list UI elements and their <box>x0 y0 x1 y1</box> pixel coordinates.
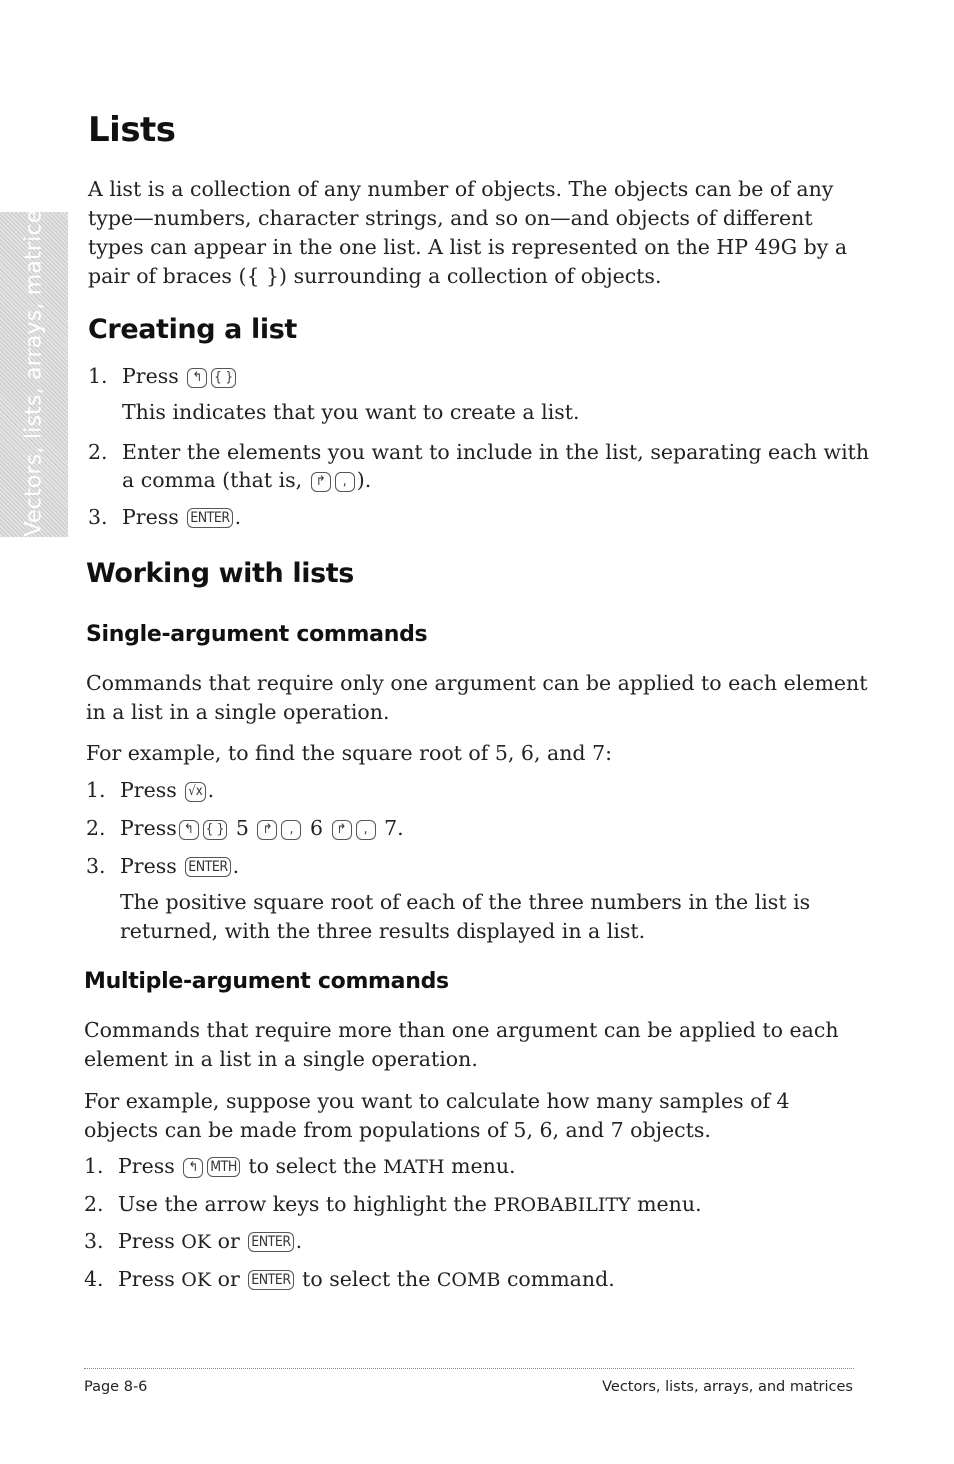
enter-key-icon: ENTER <box>187 508 232 528</box>
ok-softkey-label: OK <box>181 1231 212 1253</box>
right-shift-key-icon: ↱ <box>311 472 331 492</box>
intro-line: type—numbers, character strings, and so on—and objects of different <box>88 206 813 230</box>
comma-key-icon: , <box>281 820 301 840</box>
creating-step-3: 3. Press ENTER . <box>88 505 242 529</box>
creating-step-1: 1. Press ↰ { } <box>88 362 238 391</box>
braces-key-icon: { } <box>211 368 236 388</box>
ok-softkey-label: OK <box>181 1269 212 1291</box>
comma-key-icon: , <box>356 820 376 840</box>
intro-line: pair of braces ({ }) surrounding a collection of objects. <box>88 264 662 288</box>
left-shift-key-icon: ↰ <box>183 1158 203 1178</box>
working-with-lists-heading: Working with lists <box>86 558 354 589</box>
single-argument-paragraph: Commands that require only one argument can be applied to each element in a list in a single operation. <box>86 671 868 724</box>
right-shift-key-icon: ↱ <box>257 820 277 840</box>
single-step-2: 2. Press ↰ { } 5 ↱ , 6 ↱ , 7. <box>86 816 404 840</box>
chapter-side-tab-label: Vectors, lists, arrays, matrices <box>21 197 47 537</box>
math-key-icon: MTH <box>207 1157 240 1177</box>
single-argument-example: For example, to find the square root of 5, 6, and 7: <box>86 741 613 765</box>
creating-step-2: 2. Enter the elements you want to include in the list, separating each with <box>88 440 870 464</box>
enter-key-icon: ENTER <box>185 857 230 877</box>
multiple-step-1: 1. Press ↰ MTH to select the MATH menu. <box>84 1154 516 1178</box>
creating-step-2-line-2: a comma (that is, ↱ , ). <box>122 468 372 492</box>
footer-divider <box>84 1368 854 1369</box>
probability-menu-name: PROBABILITY <box>493 1194 631 1216</box>
intro-paragraph <box>88 175 847 291</box>
comma-key-icon: , <box>335 472 355 492</box>
comb-command-name: COMB <box>436 1269 501 1291</box>
intro-line: A list is a collection of any number of objects. The objects can be of any <box>88 177 834 201</box>
multiple-argument-example: For example, suppose you want to calculate how many samples of 4 objects can be made from populations of 5, 6, and 7 objects. <box>84 1089 790 1142</box>
enter-key-icon: ENTER <box>248 1270 293 1290</box>
multiple-step-4: 4. Press OK or ENTER to select the COMB command. <box>84 1267 615 1291</box>
math-menu-name: MATH <box>383 1156 445 1178</box>
creating-list-heading: Creating a list <box>88 314 297 345</box>
braces-key-icon: { } <box>203 820 228 840</box>
square-root-key-icon: √x <box>185 782 205 802</box>
single-argument-heading: Single-argument commands <box>86 622 428 647</box>
single-step-3: 3. Press ENTER . <box>86 854 240 878</box>
chapter-side-tab <box>0 197 68 537</box>
multiple-step-2: 2. Use the arrow keys to highlight the PROBABILITY menu. <box>84 1192 702 1216</box>
enter-key-icon: ENTER <box>248 1232 293 1252</box>
page-title: Lists <box>88 110 176 150</box>
single-step-3-result: The positive square root of each of the three numbers in the list is returned, with the three results displayed in a list. <box>120 890 811 943</box>
multiple-step-3: 3. Press OK or ENTER . <box>84 1229 303 1253</box>
chapter-footer-title: Vectors, lists, arrays, and matrices <box>602 1379 853 1395</box>
left-shift-key-icon: ↰ <box>187 368 207 388</box>
multiple-argument-heading: Multiple-argument commands <box>84 969 449 994</box>
left-shift-key-icon: ↰ <box>179 820 199 840</box>
multiple-argument-paragraph: Commands that require more than one argument can be applied to each element in a list in a single operation. <box>84 1018 839 1071</box>
single-step-1: 1. Press √x . <box>86 778 215 802</box>
creating-step-1-note: This indicates that you want to create a list. <box>122 400 580 424</box>
right-shift-key-icon: ↱ <box>332 820 352 840</box>
page-number: Page 8-6 <box>84 1379 148 1395</box>
intro-line: types can appear in the one list. A list is represented on the HP 49G by a <box>88 235 848 259</box>
